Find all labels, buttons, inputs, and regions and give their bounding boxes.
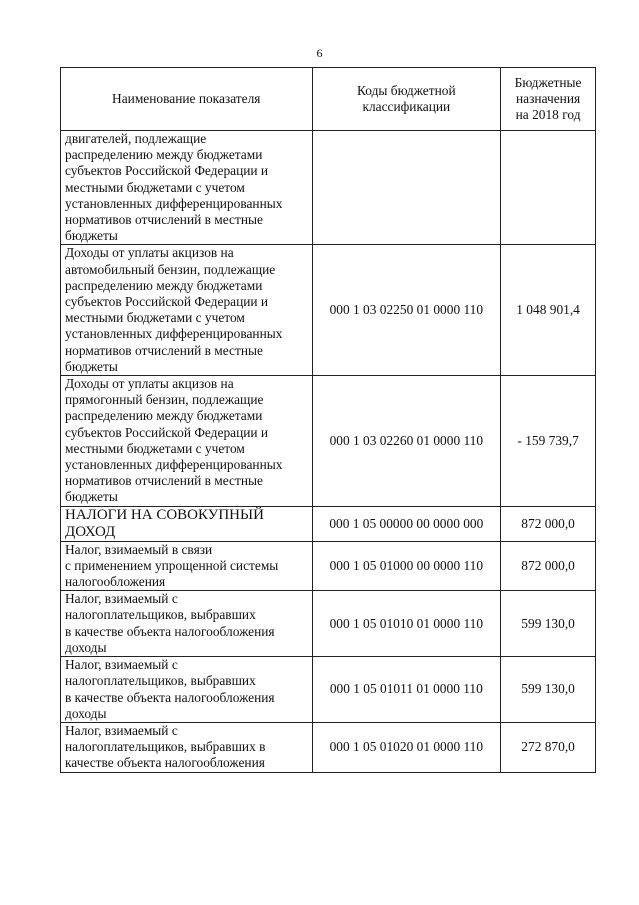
table-row [61,376,596,507]
indicator-name-line: НАЛОГИ НА СОВОКУПНЫЙ [65,506,264,523]
indicator-name-line: Налог, взимаемый в связи [65,541,213,557]
table-row [61,245,596,376]
indicator-name-line: распределению между бюджетами [65,147,263,163]
header-codes-line: классификации [362,99,451,114]
header-indicator-name-text: Наименование показателя [112,90,261,106]
table-row [61,657,596,723]
indicator-name-line: Доходы от уплаты акцизов на [65,245,234,261]
indicator-name-line: ДОХОД [65,523,116,540]
indicator-name-line: установленных дифференцированных [65,457,283,473]
indicator-name-line: бюджеты [65,358,118,374]
budget-amount-cell [501,131,596,245]
budget-amount-cell: 872 000,0 [501,541,596,591]
indicator-name-line: бюджеты [65,228,118,244]
indicator-name-line: Налог, взимаемый с [65,722,178,738]
indicator-name-line: нормативов отчислений в местные [65,212,263,228]
indicator-name-line: субъектов Российской Федерации и [65,424,269,440]
budget-code-cell: 000 1 05 00000 00 0000 000 [312,506,501,541]
table-row [61,722,596,772]
header-budget-codes [312,68,501,131]
indicator-name-line: в качестве объекта налогообложения [65,689,275,705]
indicator-name-line: в качестве объекта налогообложения [65,623,275,639]
indicator-name-line: налогоплательщиков, выбравших [65,673,256,689]
budget-table [60,67,596,773]
indicator-name-line: налогообложения [65,574,166,590]
indicator-name-line: распределению между бюджетами [65,408,263,424]
header-indicator-name [61,68,313,131]
indicator-name-line: автомобильный бензин, подлежащие [65,261,276,277]
header-codes-line: Коды бюджетной [357,82,456,98]
indicator-name-line: местными бюджетами с учетом [65,310,245,326]
page-number: 6 [316,46,323,60]
indicator-name-line: субъектов Российской Федерации и [65,294,269,310]
indicator-name-line: двигателей, подлежащие [65,131,207,146]
budget-code-cell: 000 1 05 01000 00 0000 110 [312,541,501,591]
indicator-name-line: доходы [65,705,107,721]
indicator-name-line: установленных дифференцированных [65,195,283,211]
indicator-name-line: с применением упрощенной системы [65,557,279,573]
indicator-name-line: прямогонный бензин, подлежащие [65,392,264,408]
indicator-name-line: Доходы от уплаты акцизов на [65,376,234,392]
header-amount-line: на 2018 год [515,107,581,123]
indicator-name-line: распределению между бюджетами [65,277,263,293]
indicator-name-line: нормативов отчислений в местные [65,342,263,358]
indicator-name-line: нормативов отчислений в местные [65,473,263,489]
indicator-name-cell [61,657,313,723]
table-header-row [61,68,596,131]
indicator-name-line: Налог, взимаемый с [65,591,178,607]
budget-amount-cell: 1 048 901,4 [501,245,596,376]
budget-amount-cell: 872 000,0 [501,506,596,541]
budget-code-cell: 000 1 05 01011 01 0000 110 [312,657,501,723]
table-row [61,506,596,541]
budget-code-cell: 000 1 03 02260 01 0000 110 [312,376,501,507]
table-row [61,591,596,657]
budget-amount-cell: 599 130,0 [501,591,596,657]
budget-code-cell: 000 1 05 01020 01 0000 110 [312,722,501,772]
indicator-name-cell [61,541,313,591]
budget-code-cell [312,131,501,245]
budget-amount-cell: 599 130,0 [501,657,596,723]
indicator-name-line: Налог, взимаемый с [65,657,178,673]
indicator-name-line: доходы [65,639,107,655]
indicator-name-line: налогоплательщиков, выбравших [65,607,256,623]
indicator-name-cell [61,722,313,772]
indicator-name-cell [61,245,313,376]
table-row [61,131,596,245]
indicator-name-line: бюджеты [65,489,118,505]
indicator-name-line: установленных дифференцированных [65,326,283,342]
indicator-name-cell [61,506,313,541]
indicator-name-line: местными бюджетами с учетом [65,440,245,456]
budget-code-cell: 000 1 03 02250 01 0000 110 [312,245,501,376]
budget-amount-cell: - 159 739,7 [501,376,596,507]
indicator-name-cell [61,591,313,657]
header-amount-line: назначения [516,90,581,106]
indicator-name-cell [61,131,313,245]
indicator-name-line: местными бюджетами с учетом [65,179,245,195]
table-row [61,541,596,591]
indicator-name-line: субъектов Российской Федерации и [65,163,269,179]
header-amount-line: Бюджетные [514,74,582,90]
budget-amount-cell: 272 870,0 [501,722,596,772]
indicator-name-line: налогоплательщиков, выбравших в [65,739,266,755]
header-budget-amount [501,68,596,131]
budget-code-cell: 000 1 05 01010 01 0000 110 [312,591,501,657]
indicator-name-line: качестве объекта налогообложения [65,755,265,771]
indicator-name-cell [61,376,313,507]
